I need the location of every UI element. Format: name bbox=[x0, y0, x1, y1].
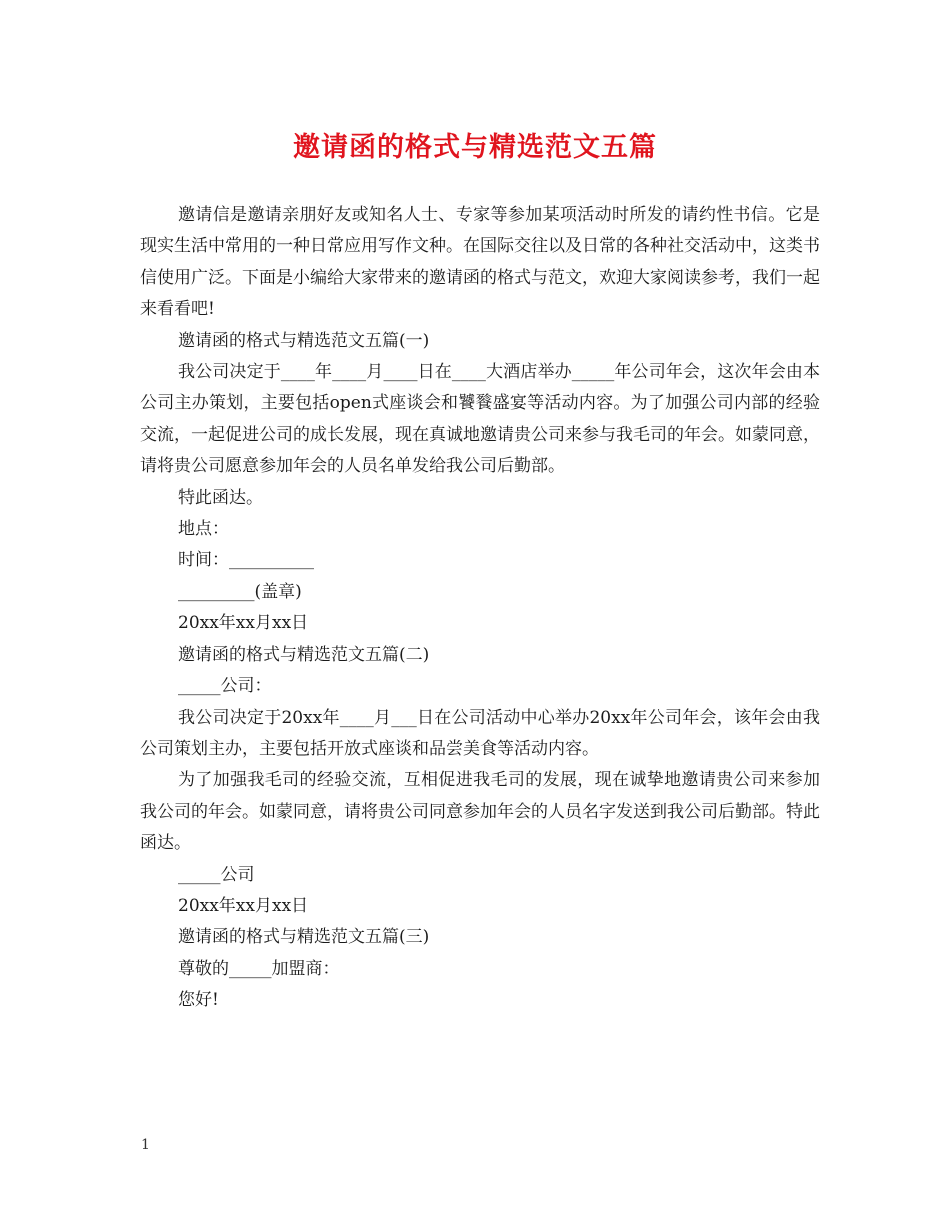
section-heading-2: 邀请函的格式与精选范文五篇(二) bbox=[178, 644, 430, 665]
paragraph: 我公司决定于20xx年____月___日在公司活动中心举办20xx年公司年会，该年会由我公司策划主办，主要包括开放式座谈和品尝美食等活动内容。 bbox=[140, 707, 820, 759]
salutation-line: _____公司： bbox=[178, 676, 272, 697]
paragraph: 我公司决定于____年____月____日在____大酒店举办_____年公司年会，这次年会由本公司主办策划，主要包括open式座谈会和饕餮盛宴等活动内容。为了加强公司内部的经验交流，一起促进公司的成长发展，现在真诚地邀请贵公司来参与我毛司的年会。如蒙同意，请将贵公司愿意参加年会的人员名单发给我公司后勤部。 bbox=[140, 362, 820, 477]
signature-line: _____公司 bbox=[178, 864, 255, 885]
time-line: 时间：__________ bbox=[178, 550, 314, 571]
paragraph: 特此函达。 bbox=[178, 487, 263, 508]
salutation-line: 尊敬的_____加盟商： bbox=[178, 958, 340, 979]
location-line: 地点： bbox=[178, 519, 229, 540]
seal-line: _________(盖章) bbox=[178, 581, 302, 602]
section-heading-3: 邀请函的格式与精选范文五篇(三) bbox=[178, 927, 430, 948]
page-number: 1 bbox=[141, 1137, 150, 1153]
intro-paragraph: 邀请信是邀请亲朋好友或知名人士、专家等参加某项活动时所发的请约性书信。它是现实生活中常用的一种日常应用写作文种。在国际交往以及日常的各种社交活动中，这类书信使用广泛。下面是小编给大家带来的邀请函的格式与范文，欢迎大家阅读参考，我们一起来看看吧! bbox=[140, 205, 820, 320]
document-body bbox=[140, 200, 820, 1017]
paragraph: 为了加强我毛司的经验交流，互相促进我毛司的发展，现在诚挚地邀请贵公司来参加我公司的年会。如蒙同意，请将贵公司同意参加年会的人员名字发送到我公司后勤部。特此函达。 bbox=[140, 770, 820, 854]
document-title: 邀请函的格式与精选范文五篇 bbox=[293, 132, 657, 163]
date-line: 20xx年xx月xx日 bbox=[178, 613, 309, 634]
date-line: 20xx年xx月xx日 bbox=[178, 895, 309, 916]
section-heading-1: 邀请函的格式与精选范文五篇(一) bbox=[178, 330, 430, 351]
greeting-line: 您好! bbox=[178, 990, 219, 1011]
